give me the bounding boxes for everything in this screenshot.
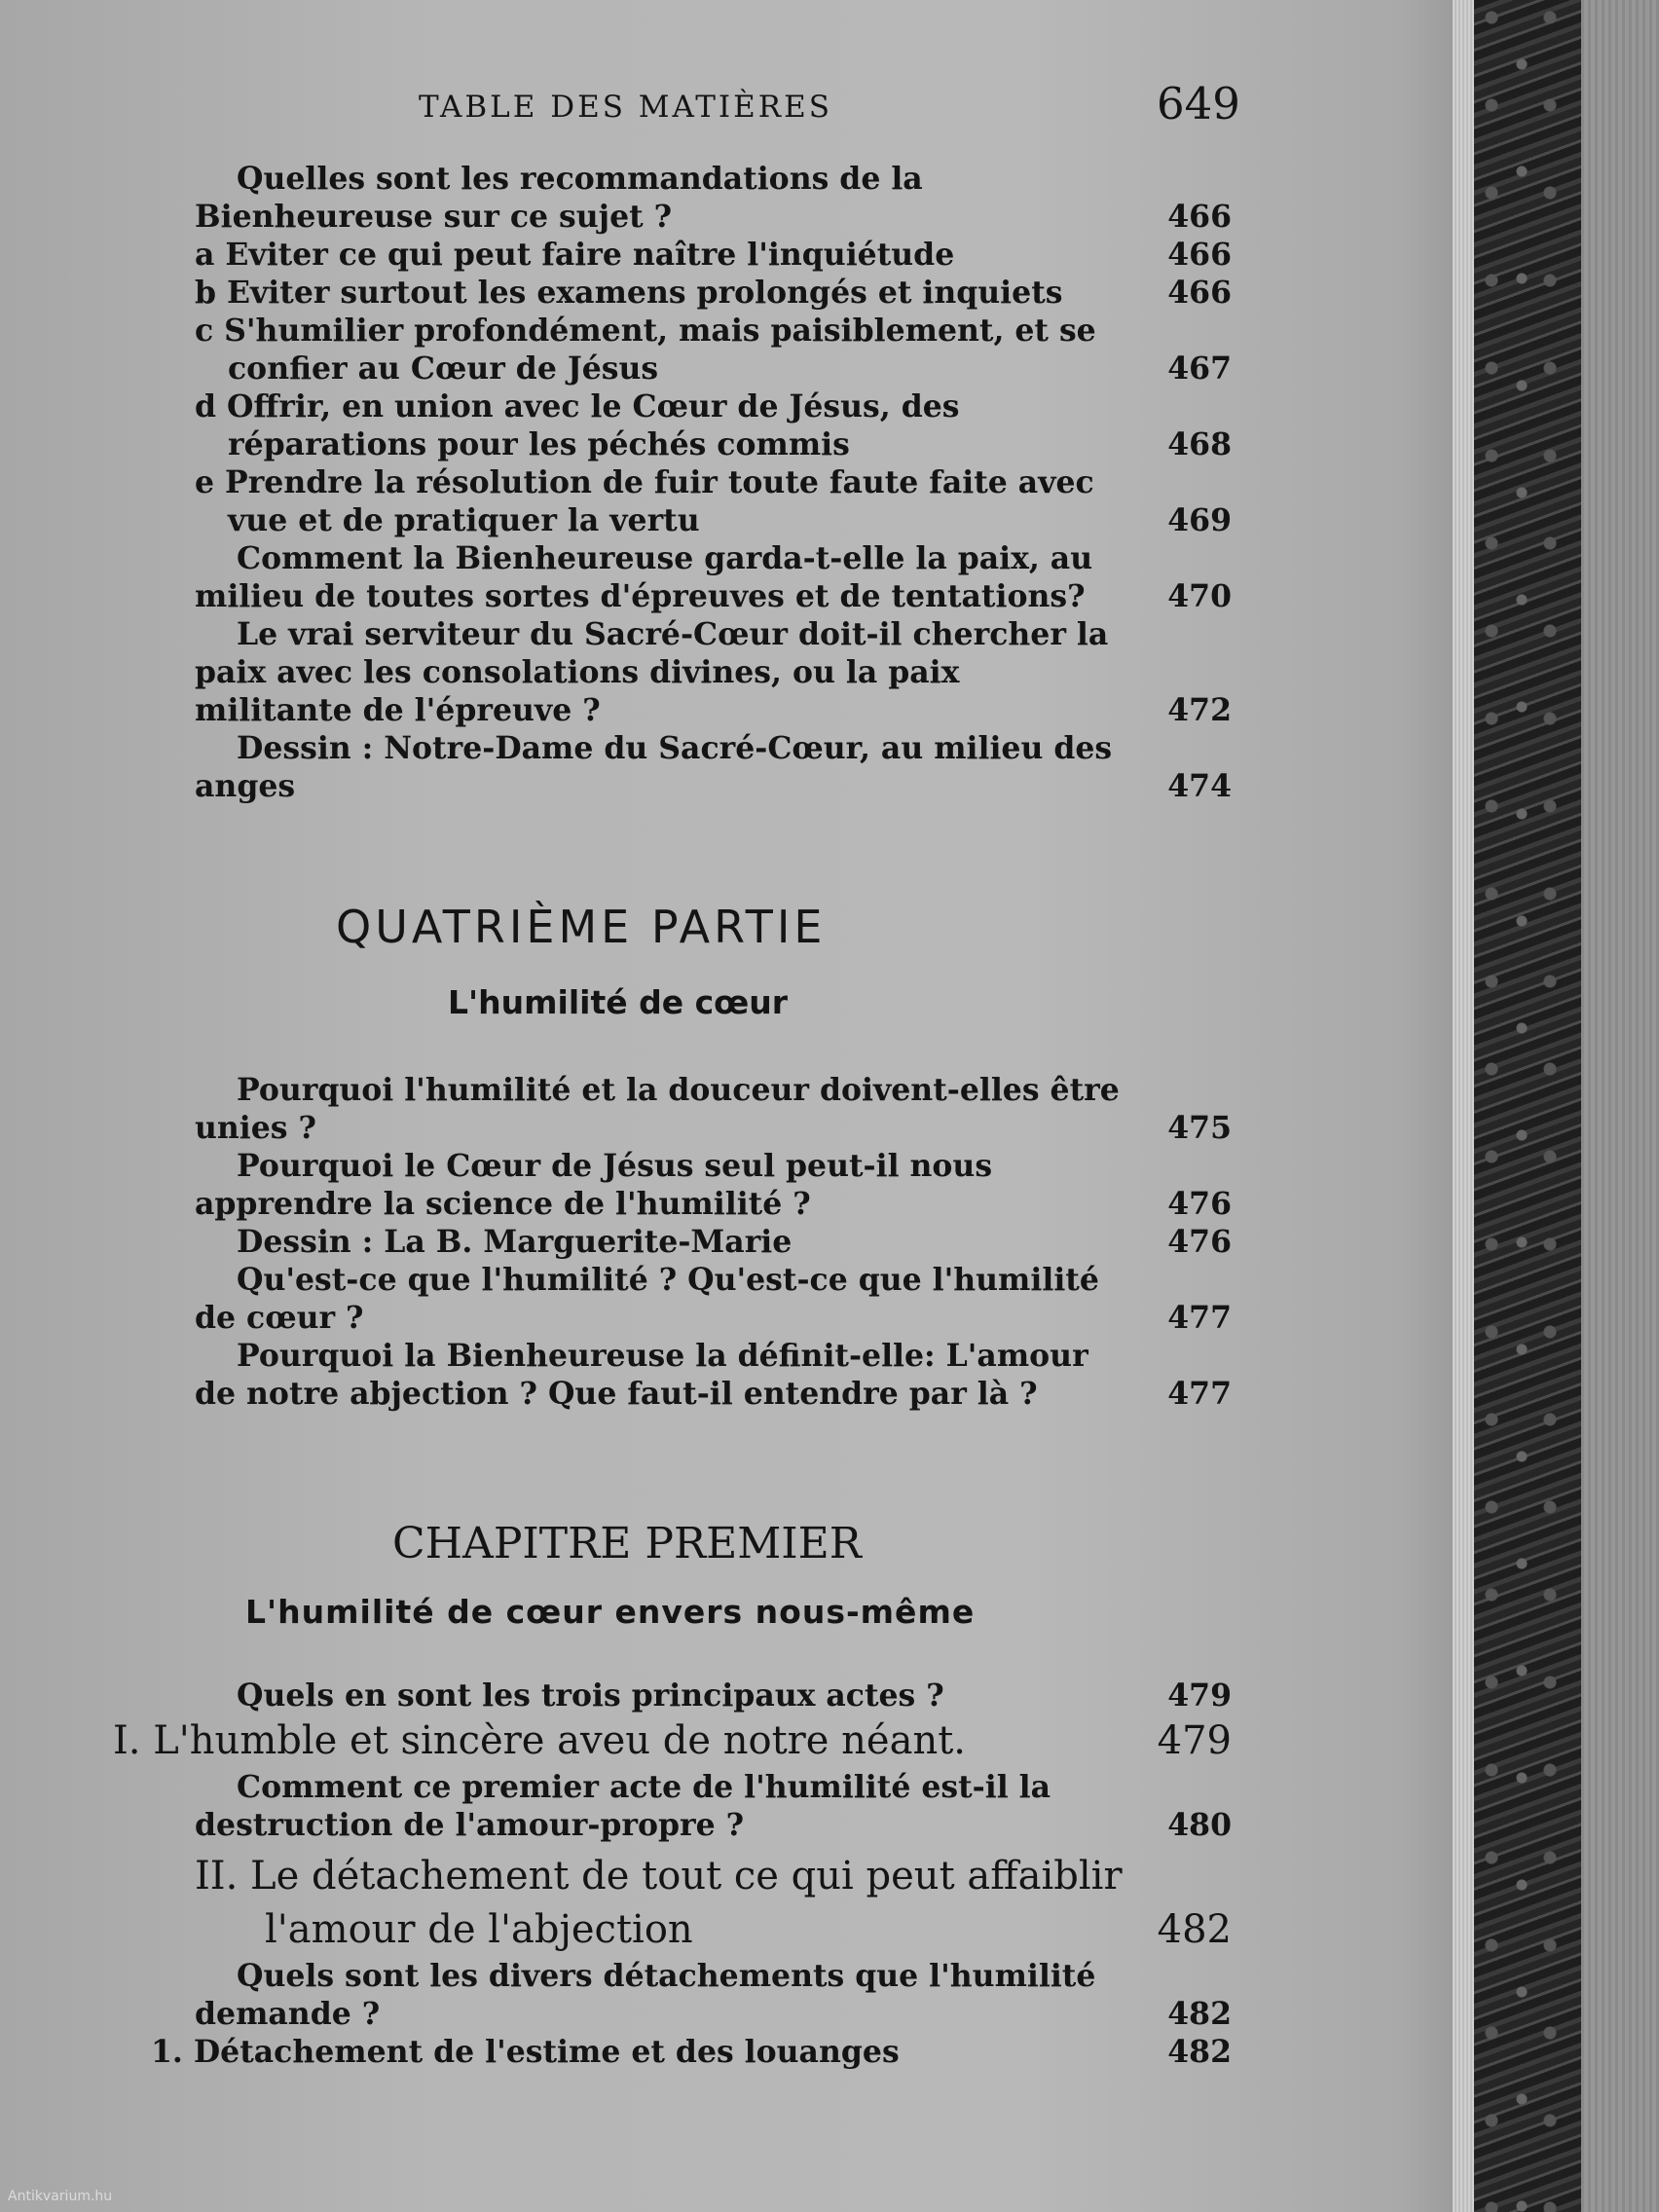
toc-entry: 1. Détachement de l'estime et des louanges 482: [151, 2034, 1232, 2070]
toc-entry: Quels en sont les trois principaux actes ? 479: [237, 1677, 1232, 1714]
toc-entry: Pourquoi l'humilité et la douceur doivent-elles être unies ? 475: [195, 1072, 1232, 1146]
toc-entry: Pourquoi le Cœur de Jésus seul peut-il nous apprendre la science de l'humilité ? 476: [195, 1148, 1232, 1222]
toc-section-entry: II. Le détachement de tout ce qui peut affaiblir l'amour de l'abjection 482: [195, 1854, 1232, 1952]
toc-entry: Dessin : Notre-Dame du Sacré-Cœur, au milieu des anges 474: [195, 730, 1232, 804]
toc-block-2: [195, 1071, 1232, 1413]
toc-entry: Comment la Bienheureuse garda-t-elle la paix, au milieu de toutes sortes d'épreuves et de tentations? 470: [195, 540, 1232, 614]
chapter-title: CHAPITRE PREMIER: [392, 1519, 862, 1568]
source-watermark: Antikvarium.hu: [8, 2189, 113, 2204]
toc-entry: Qu'est-ce que l'humilité ? Qu'est-ce que l'humilité de cœur ? 477: [195, 1262, 1232, 1336]
chapter-subtitle: L'humilité de cœur envers nous-même: [245, 1593, 976, 1631]
book-spine: [1474, 0, 1581, 2212]
toc-entry: d Offrir, en union avec le Cœur de Jésus, des réparations pour les péchés commis 468: [195, 388, 1232, 462]
toc-entry: e Prendre la résolution de fuir toute faute faite avec vue et de pratiquer la vertu 469: [195, 464, 1232, 538]
page-number: 649: [1157, 78, 1240, 129]
toc-section-entry: I. L'humble et sincère aveu de notre néant. 479: [113, 1718, 1232, 1763]
part-title: QUATRIÈME PARTIE: [336, 901, 827, 953]
toc-entry: Comment ce premier acte de l'humilité est-il la destruction de l'amour-propre ? 480: [195, 1769, 1232, 1843]
toc-block-3: [113, 1677, 1232, 2071]
part-subtitle: L'humilité de cœur: [448, 983, 789, 1021]
toc-entry: Pourquoi la Bienheureuse la définit-elle: L'amour de notre abjection ? Que faut-il entendre par là ? 477: [195, 1338, 1232, 1412]
book-board: [1581, 0, 1659, 2212]
toc-entry: Le vrai serviteur du Sacré-Cœur doit-il chercher la paix avec les consolations divines, ou la paix militante de l'épreuve ? 472: [195, 616, 1232, 728]
page-edges: [1453, 0, 1474, 2212]
running-head: TABLE DES MATIÈRES: [419, 90, 832, 125]
toc-entry: a Eviter ce qui peut faire naître l'inquiétude 466: [195, 237, 1232, 273]
toc-entry: Quels sont les divers détachements que l'humilité demande ? 482: [195, 1958, 1232, 2032]
toc-entry: c S'humilier profondément, mais paisiblement, et se confier au Cœur de Jésus 467: [195, 313, 1232, 387]
toc-entry: b Eviter surtout les examens prolongés et inquiets 466: [195, 275, 1232, 311]
toc-block-1: [195, 160, 1232, 805]
toc-entry: Quelles sont les recommandations de la Bienheureuse sur ce sujet ? 466: [195, 161, 1232, 235]
toc-entry: Dessin : La B. Marguerite-Marie 476: [237, 1224, 1232, 1260]
